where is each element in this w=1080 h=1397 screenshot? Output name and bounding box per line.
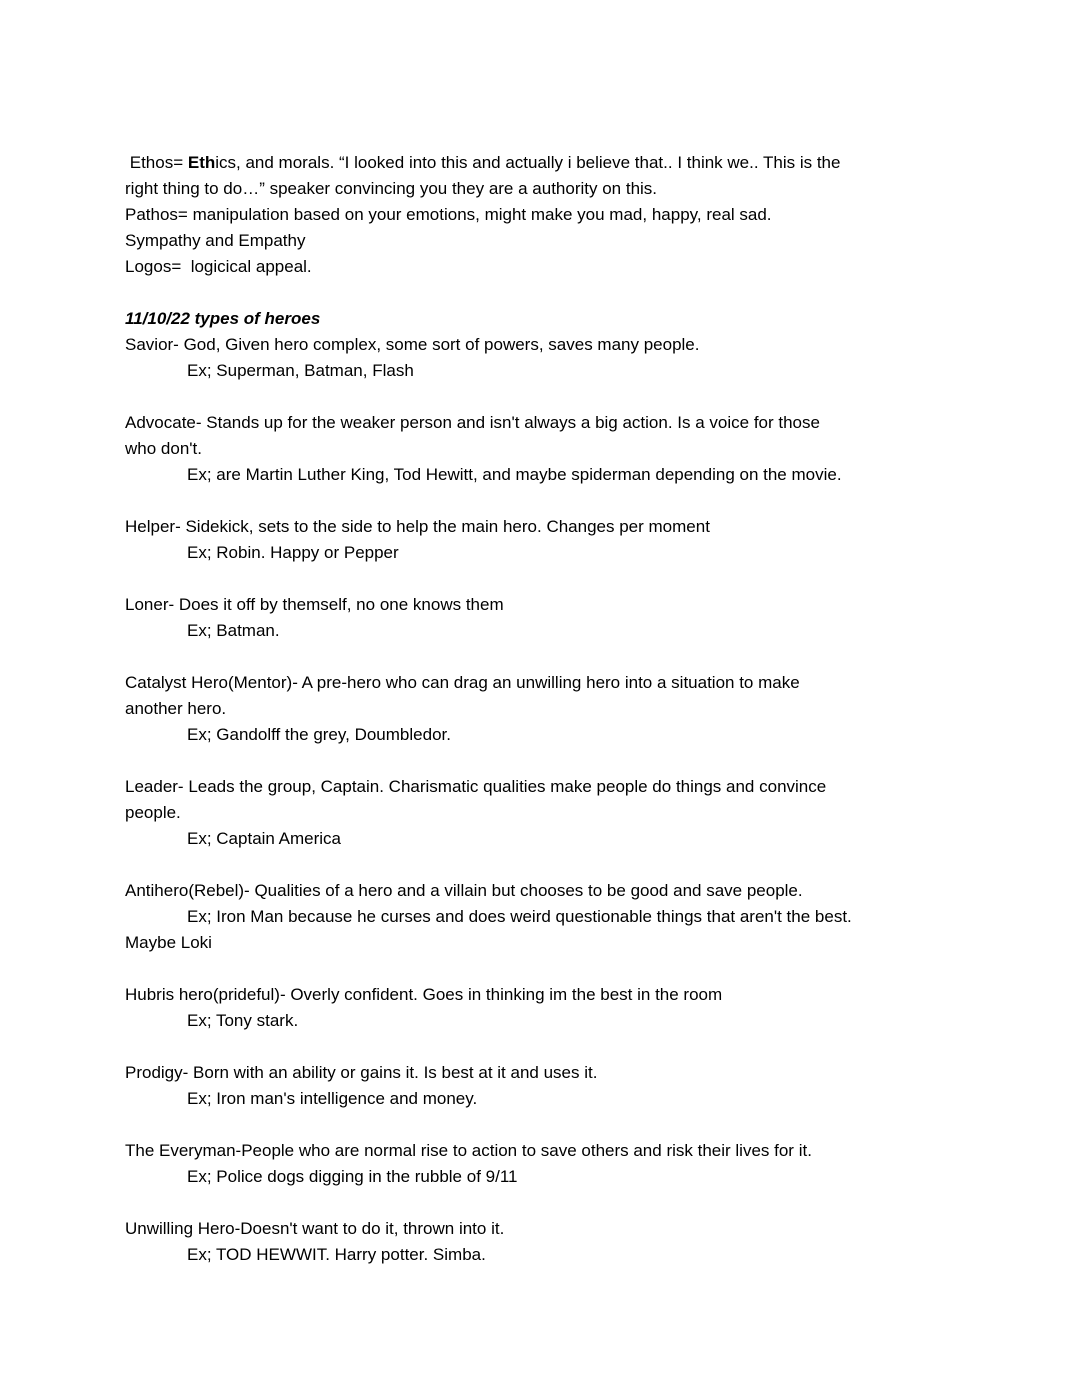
pathos-line: Pathos= manipulation based on your emotions, might make you mad, happy, real sad. — [125, 205, 772, 224]
hero-description-continued: people. — [125, 803, 181, 822]
hero-description: Helper- Sidekick, sets to the side to help the main hero. Changes per moment — [125, 517, 710, 536]
hero-description: Catalyst Hero(Mentor)- A pre-hero who can drag an unwilling hero into a situation to make — [125, 673, 800, 692]
ethos-line-1 — [125, 150, 955, 176]
ethos-line-1-rest: ics, and morals. “I looked into this and actually i believe that.. I think we.. This is the — [215, 153, 841, 172]
hero-entry-prodigy — [125, 1060, 955, 1112]
hero-description: Antihero(Rebel)- Qualities of a hero and a villain but chooses to be good and save people. — [125, 881, 803, 900]
hero-entry-catalyst-mentor — [125, 670, 955, 748]
hero-entry-everyman — [125, 1138, 955, 1190]
hero-description: Savior- God, Given hero complex, some sort of powers, saves many people. — [125, 335, 700, 354]
ethos-bold-fragment: Eth — [187, 153, 216, 172]
hero-example: Ex; Batman. — [187, 621, 280, 640]
hero-entry-helper — [125, 514, 955, 566]
hero-description-continued: who don't. — [125, 439, 202, 458]
hero-entry-unwilling — [125, 1216, 955, 1268]
hero-description: Advocate- Stands up for the weaker person and isn't always a big action. Is a voice for those — [125, 413, 820, 432]
hero-example: Ex; TOD HEWWIT. Harry potter. Simba. — [187, 1245, 486, 1264]
hero-example: Ex; Captain America — [187, 829, 342, 848]
hero-example: Ex; Robin. Happy or Pepper — [187, 543, 399, 562]
hero-example: Ex; Iron Man because he curses and does weird questionable things that aren't the best. — [187, 907, 852, 926]
hero-description: Unwilling Hero-Doesn't want to do it, thrown into it. — [125, 1219, 505, 1238]
hero-example: Ex; Superman, Batman, Flash — [187, 361, 414, 380]
hero-entry-savior — [125, 332, 955, 384]
hero-example-continued: Maybe Loki — [125, 933, 212, 952]
hero-description: Loner- Does it off by themself, no one knows them — [125, 595, 504, 614]
hero-entry-advocate — [125, 410, 955, 488]
hero-description: Leader- Leads the group, Captain. Charismatic qualities make people do things and convince — [125, 777, 827, 796]
hero-description: The Everyman-People who are normal rise to action to save others and risk their lives for it. — [125, 1141, 812, 1160]
hero-example: Ex; Iron man's intelligence and money. — [187, 1089, 478, 1108]
sympathy-line: Sympathy and Empathy — [125, 231, 306, 250]
hero-entry-hubris — [125, 982, 955, 1034]
hero-example: Ex; are Martin Luther King, Tod Hewitt, and maybe spiderman depending on the movie. — [187, 465, 842, 484]
hero-entry-antihero-rebel — [125, 878, 955, 956]
hero-description: Prodigy- Born with an ability or gains it. Is best at it and uses it. — [125, 1063, 598, 1082]
ethos-line-2: right thing to do…” speaker convincing you they are a authority on this. — [125, 179, 658, 198]
logos-line: Logos= logicical appeal. — [125, 257, 312, 276]
hero-example: Ex; Tony stark. — [187, 1011, 299, 1030]
hero-description-continued: another hero. — [125, 699, 227, 718]
hero-entry-loner — [125, 592, 955, 644]
ethos-prefix: Ethos= — [125, 153, 188, 172]
hero-example: Ex; Police dogs digging in the rubble of 9/11 — [187, 1167, 518, 1186]
hero-description: Hubris hero(prideful)- Overly confident. Goes in thinking im the best in the room — [125, 985, 723, 1004]
hero-example: Ex; Gandolff the grey, Doumbledor. — [187, 725, 451, 744]
section-heading-types-of-heroes: 11/10/22 types of heroes — [125, 309, 321, 328]
rhetoric-notes-block — [125, 150, 955, 280]
hero-entry-leader — [125, 774, 955, 852]
